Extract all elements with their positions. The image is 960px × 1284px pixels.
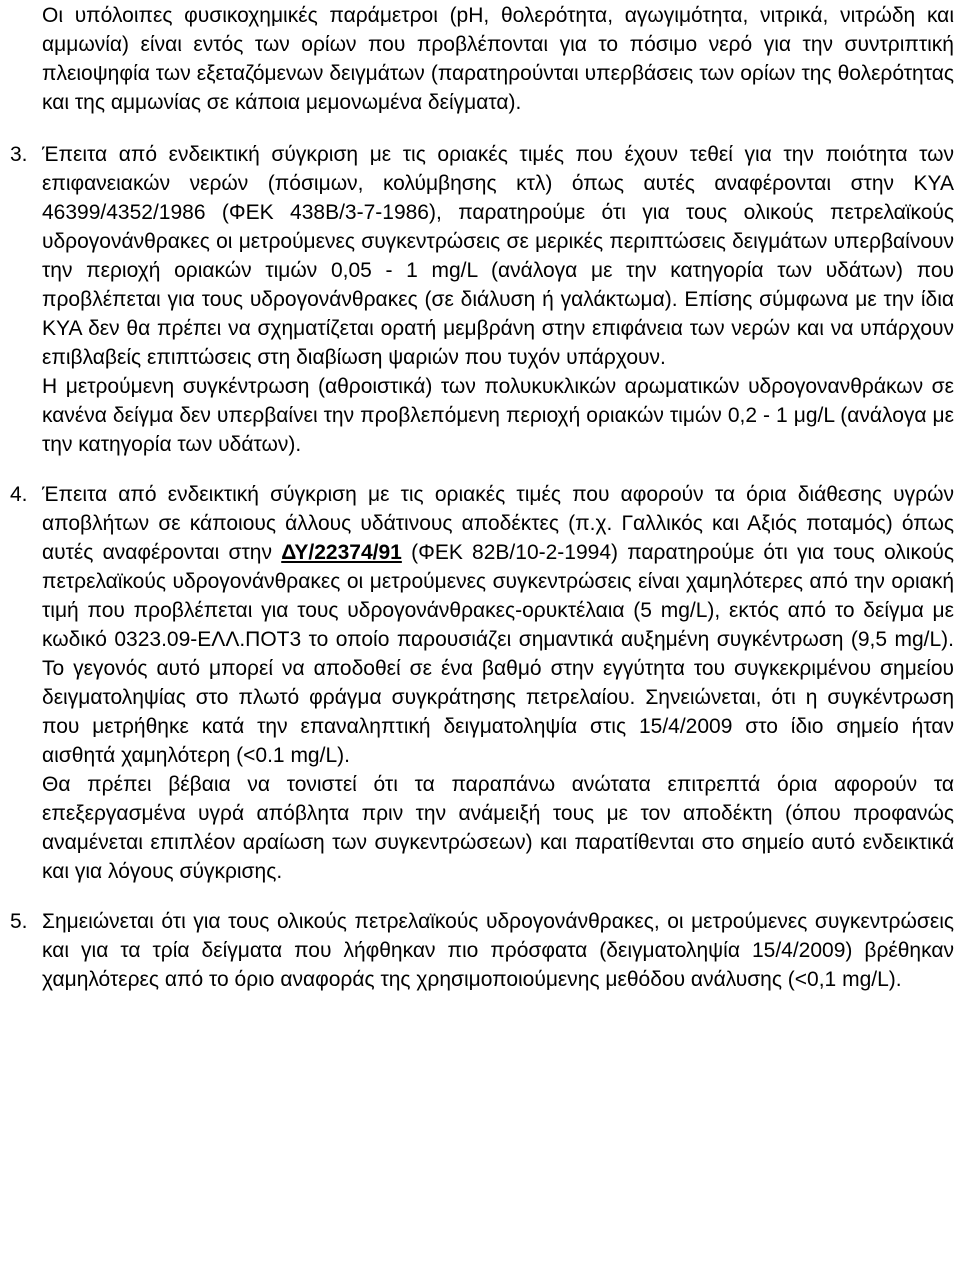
item-5-paragraph-1: Σημειώνεται ότι για τους ολικούς πετρελαϊκούς υδρογονάνθρακες, οι μετρούμενες συγκεντρώσεις και για τα τρία δείγματα που λήφθηκαν πιο πρόσφατα (δειγματοληψία 15/4/2009) βρέθηκαν χαμηλότερες από το όριο αναφοράς της χρησιμοποιούμενης μεθόδου ανάλυσης (<0,1 mg/L). [42,910,954,991]
item-number: 4. [10,483,28,506]
item-number: 3. [10,143,28,166]
list-item-3 [10,140,954,459]
item-3-paragraph-2: Η μετρούμενη συγκέντρωση (αθροιστικά) των πολυκυκλικών αρωματικών υδρογονανθράκων σε κανένα δείγμα δεν υπερβαίνει την προβλεπόμενη περιοχή οριακών τιμών 0,2 - 1 μg/L (ανάλογα με την κατηγορία των υδάτων). [42,375,954,456]
item-4-paragraph-2: Θα πρέπει βέβαια να τονιστεί ότι τα παραπάνω ανώτατα επιτρεπτά όρια αφορούν τα επεξεργασμένα υγρά απόβλητα πριν την ανάμειξή τους με τον αποδέκτη (όπου προφανώς αναμένεται επιπλέον αραίωση των συγκεντρώσεων) και παρατίθενται στο σημείο αυτό ενδεικτικά και για λόγους σύγκρισης. [42,773,954,883]
item-4-text-after: (ΦΕΚ 82Β/10-2-1994) παρατηρούμε ότι για τους ολικούς πετρελαϊκούς υδρογονάνθρακες οι μετρούμενες συγκεντρώσεις είναι χαμηλότερες από την οριακή τιμή που προβλέπεται για τους υδρογονάνθρακες-ορυκτέλαια (5 mg/L), εκτός από το δείγμα με κωδικό 0323.09-ΕΛΛ.ΠΟΤ3 το οποίο παρουσιάζει σημαντικά αυξημένη συγκέντρωση (9,5 mg/L). Το γεγονός αυτό μπορεί να αποδοθεί σε ένα βαθμό στην εγγύτητα του συγκεκριμένου σημείου δειγματοληψίας στο πλωτό φράγμα συγκράτησης πετρελαίου. Σηνειώνεται, ότι η συγκέντρωση που μετρήθηκε κατά την επαναληπτική δειγματοληψία στις 15/4/2009 στο ίδιο σημείο ήταν αισθητά χαμηλότερη (<0.1 mg/L). [42,541,955,767]
legislation-reference: ΔΥ/22374/91 [281,541,402,564]
item-4-paragraph-1 [42,480,954,770]
document-page [10,0,954,994]
item-4-text-before: Έπειτα από ενδεικτική σύγκριση με τις οριακές τιμές που αφορούν τα όρια διάθεσης υγρών αποβλήτων σε κάποιους άλλους υδάτινους αποδέκτες (π.χ. Γαλλικός και Αξιός ποταμός) όπως αυτές αναφέρονται στην [42,483,954,564]
list-item-4 [10,480,954,886]
item-number: 5. [10,910,28,933]
list-item-5 [10,907,954,994]
intro-paragraph: Οι υπόλοιπες φυσικοχημικές παράμετροι (pH, θολερότητα, αγωγιμότητα, νιτρικά, νιτρώδη και αμμωνία) είναι εντός των ορίων που προβλέπονται για το πόσιμο νερό για την συντριπτική πλειοψηφία των εξεταζόμενων δειγμάτων (παρατηρούνται υπερβάσεις των ορίων της θολερότητας και της αμμωνίας σε κάποια μεμονωμένα δείγματα). [42,4,954,114]
item-3-paragraph-1: Έπειτα από ενδεικτική σύγκριση με τις οριακές τιμές που έχουν τεθεί για την ποιότητα των επιφανειακών νερών (πόσιμων, κολύμβησης κτλ) όπως αυτές αναφέρονται στην ΚΥΑ 46399/4352/1986 (ΦΕΚ 438Β/3-7-1986), παρατηρούμε ότι για τους ολικούς πετρελαϊκούς υδρογονάνθρακες οι μετρούμενες συγκεντρώσεις σε μερικές περιπτώσεις δειγμάτων υπερβαίνουν την περιοχή οριακών τιμών 0,05 - 1 mg/L (ανάλογα με την κατηγορία των υδάτων) που προβλέπεται για τους υδρογονάνθρακες (σε διάλυση ή γαλάκτωμα). Επίσης σύμφωνα με την ίδια ΚΥΑ δεν θα πρέπει να σχηματίζεται ορατή μεμβράνη στην επιφάνεια των νερών και να υπάρχουν επιβλαβείς επιπτώσεις στη διαβίωση ψαριών που τυχόν υπάρχουν. [42,143,954,369]
